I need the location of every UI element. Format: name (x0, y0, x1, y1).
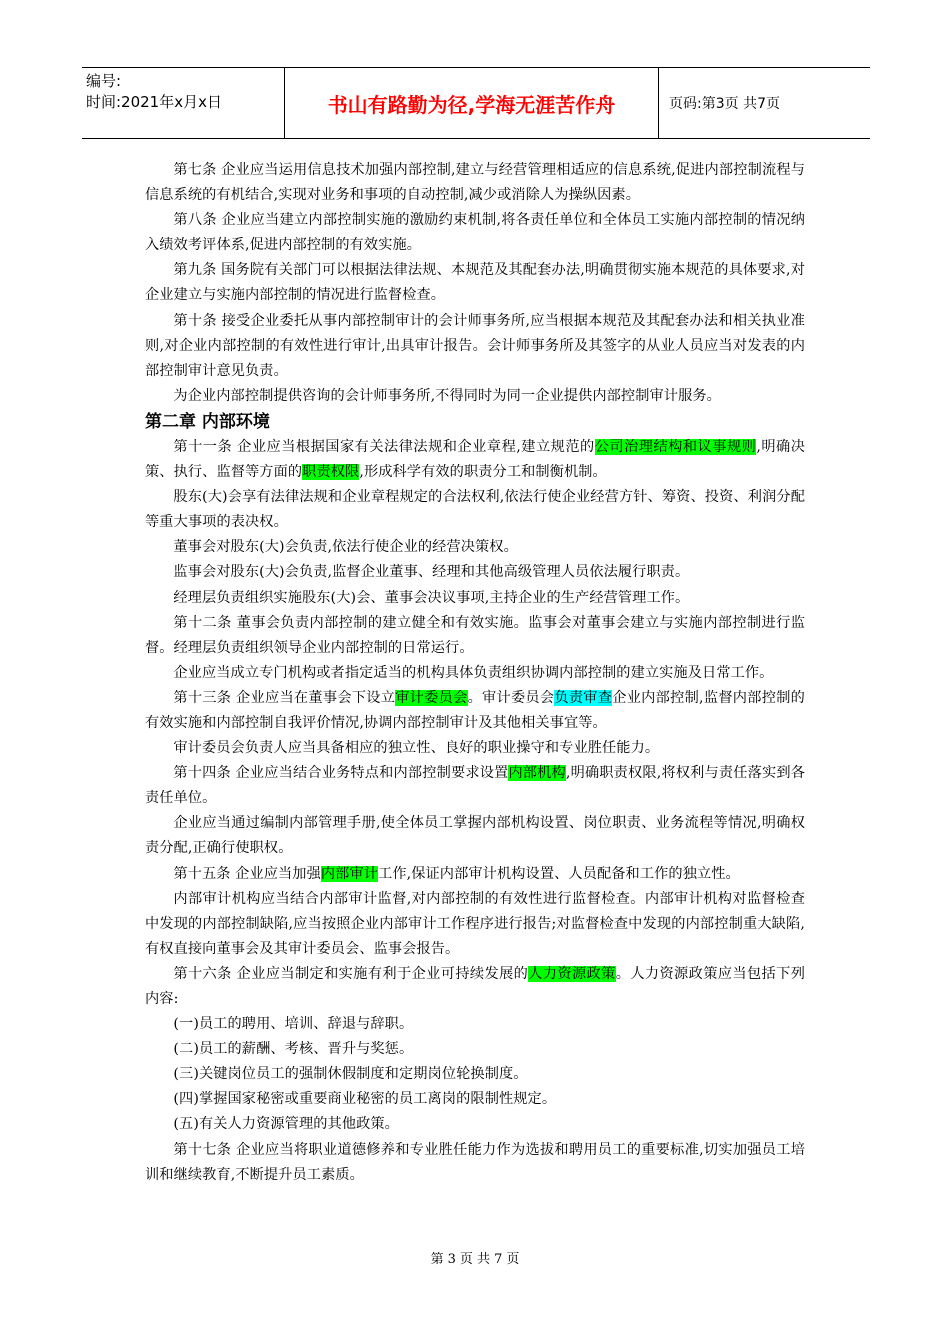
text-run: 。人力资源政策应当包括下列内容: (145, 965, 805, 1007)
highlighted-term: 审计委员会 (395, 689, 468, 706)
highlighted-term: 内部机构 (508, 765, 566, 782)
article-14 (145, 761, 805, 811)
list-item: (一)员工的聘用、培训、辞退与辞职。 (173, 1016, 414, 1033)
list-item: (三)关键岗位员工的强制休假制度和定期岗位轮换制度。 (173, 1066, 528, 1083)
page-footer (0, 1248, 950, 1267)
footer-current-page: 3 (447, 1252, 456, 1267)
text-run: 第十一条 企业应当根据国家有关法律法规和企业章程,建立规范的 (173, 438, 595, 455)
text-run: ,明确职责权限,将权利与责任落实到各责任单位。 (145, 765, 805, 807)
document-time-label: 时间:2021年x月x日 (86, 93, 222, 111)
paragraph: 企业应当成立专门机构或者指定适当的机构具体负责组织协调内部控制的建立实施及日常工作。 (173, 664, 774, 681)
article-11 (145, 435, 805, 485)
chapter-heading: 第二章 内部环境 (145, 411, 270, 432)
paragraph: 经理层负责组织实施股东(大)会、董事会决议事项,主持企业的生产经营管理工作。 (173, 589, 690, 606)
article-10: 第十条 接受企业委托从事内部控制审计的会计师事务所,应当根据本规范及其配套办法和相关执业准则,对企业内部控制的有效性进行审计,出具审计报告。会计师事务所及其签字的从业人员应当对发表的内部控制审计意见负责。 (145, 312, 805, 379)
text-run: 第十三条 企业应当在董事会下设立 (173, 689, 396, 706)
text-run: ,明确决策、执行、监督等方面的 (145, 438, 805, 481)
article-12: 第十二条 董事会负责内部控制的建立健全和有效实施。监事会对董事会建立与实施内部控制进行监督。经理层负责组织领导企业内部控制的日常运行。 (145, 614, 805, 656)
text-run: 第十五条 企业应当加强 (173, 865, 321, 882)
highlighted-term: 负责审查 (554, 689, 613, 706)
highlighted-term: 人力资源政策 (528, 965, 616, 982)
header-meta (82, 68, 285, 138)
text-run: 第十四条 企业应当结合业务特点和内部控制要求设置 (173, 765, 509, 782)
article-16 (145, 962, 805, 1012)
paragraph: 股东(大)会享有法律法规和企业章程规定的合法权利,依法行使企业经营方针、筹资、投资、利润分配等重大事项的表决权。 (145, 489, 805, 531)
paragraph: 内部审计机构应当结合内部审计监督,对内部控制的有效性进行监督检查。内部审计机构对监督检查中发现的内部控制缺陷,应当按照企业内部审计工作程序进行报告;对监督检查中发现的内部控制重大缺陷,有权直接向董事会及其审计委员会、监事会报告。 (145, 890, 805, 957)
article-9: 第九条 国务院有关部门可以根据法律法规、本规范及其配套办法,明确贯彻实施本规范的具体要求,对企业建立与实施内部控制的情况进行监督检查。 (145, 262, 805, 304)
article-17: 第十七条 企业应当将职业道德修养和专业胜任能力作为选拔和聘用员工的重要标准,切实加强员工培训和继续教育,不断提升员工素质。 (145, 1141, 805, 1183)
document-body (145, 158, 805, 1188)
header-page-info: 页码:第3页 共7页 (669, 96, 780, 112)
article-15 (145, 862, 805, 887)
document-number-label: 编号: (86, 72, 122, 90)
highlighted-term: 公司治理结构和议事规则 (594, 438, 757, 455)
article-10-note: 为企业内部控制提供咨询的会计师事务所,不得同时为同一企业提供内部控制审计服务。 (173, 387, 721, 404)
footer-total-pages: 7 (494, 1252, 503, 1267)
text-run: 工作,保证内部审计机构设置、人员配备和工作的独立性。 (378, 865, 740, 882)
text-run: 。审计委员会 (467, 689, 555, 706)
list-item: (二)员工的薪酬、考核、晋升与奖惩。 (173, 1041, 414, 1058)
text-run: 第十六条 企业应当制定和实施有利于企业可持续发展的 (173, 965, 529, 982)
list-item: (四)掌握国家秘密或重要商业秘密的员工离岗的限制性规定。 (173, 1091, 557, 1108)
header-motto: 书山有路勤为径,学海无涯苦作舟 (285, 68, 659, 138)
list-item: (五)有关人力资源管理的其他政策。 (173, 1116, 399, 1133)
footer-text: 第 (430, 1252, 444, 1267)
article-7: 第七条 企业应当运用信息技术加强内部控制,建立与经营管理相适应的信息系统,促进内部控制流程与信息系统的有机结合,实现对业务和事项的自动控制,减少或消除人为操纵因素。 (145, 162, 805, 204)
paragraph: 监事会对股东(大)会负责,监督企业董事、经理和其他高级管理人员依法履行职责。 (173, 564, 690, 581)
footer-text: 页 (506, 1252, 520, 1267)
page-header (82, 67, 870, 139)
article-8: 第八条 企业应当建立内部控制实施的激励约束机制,将各责任单位和全体员工实施内部控制的情况纳入绩效考评体系,促进内部控制的有效实施。 (145, 212, 805, 254)
highlighted-term: 职责权限 (302, 464, 360, 481)
text-run: 企业内部控制,监督内部控制的有效实施和内部控制自我评价情况,协调内部控制审计及其他相关事宜等。 (145, 689, 805, 731)
highlighted-term: 内部审计 (320, 865, 379, 882)
paragraph: 审计委员会负责人应当具备相应的独立性、良好的职业操守和专业胜任能力。 (173, 740, 660, 757)
footer-text: 页 共 (459, 1252, 491, 1267)
text-run: ,形成科学有效的职责分工和制衡机制。 (359, 464, 607, 481)
article-13 (145, 686, 805, 736)
paragraph: 企业应当通过编制内部管理手册,使全体员工掌握内部机构设置、岗位职责、业务流程等情况,明确权责分配,正确行使职权。 (145, 815, 805, 857)
paragraph: 董事会对股东(大)会负责,依法行使企业的经营决策权。 (173, 539, 518, 556)
